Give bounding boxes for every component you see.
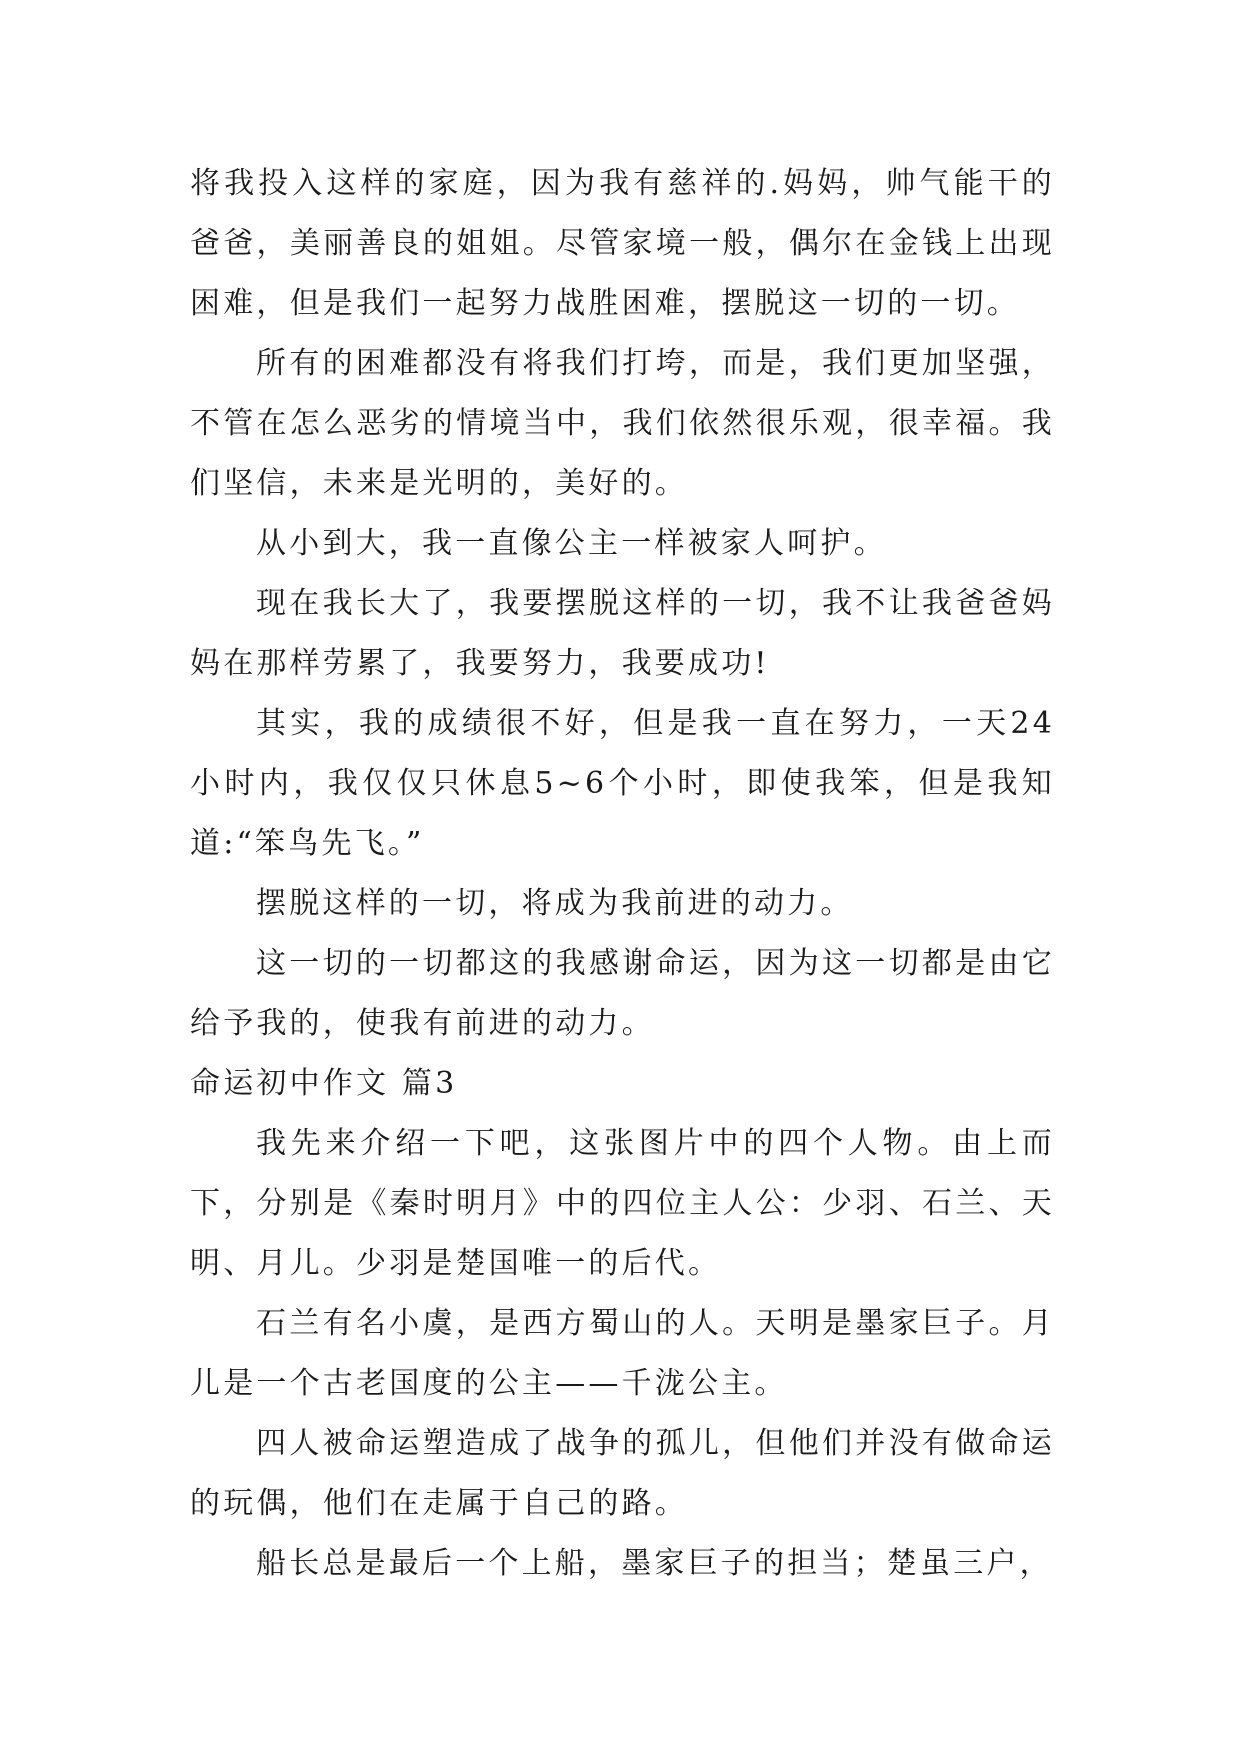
section-heading: 命运初中作文 篇3 bbox=[190, 1066, 458, 1101]
paragraph-2: 所有的困难都没有将我们打垮，而是，我们更加坚强，不管在怎么恶劣的情境当中，我们依然很乐观，很幸福。我们坚信，未来是光明的，美好的。 bbox=[190, 346, 1055, 501]
paragraph-7: 这一切的一切都这的我感谢命运，因为这一切都是由它给予我的，使我有前进的动力。 bbox=[190, 946, 1055, 1041]
paragraph-10: 四人被命运塑造成了战争的孤儿，但他们并没有做命运的玩偶，他们在走属于自己的路。 bbox=[190, 1426, 1055, 1521]
paragraph-9: 石兰有名小虞，是西方蜀山的人。天明是墨家巨子。月儿是一个古老国度的公主——千泷公主。 bbox=[190, 1306, 1055, 1401]
paragraph-11: 船长总是最后一个上船，墨家巨子的担当；楚虽三户， bbox=[256, 1546, 1053, 1581]
paragraph-1: 将我投入这样的家庭，因为我有慈祥的.妈妈，帅气能干的爸爸，美丽善良的姐姐。尽管家境一般，偶尔在金钱上出现困难，但是我们一起努力战胜困难，摆脱这一切的一切。 bbox=[190, 166, 1055, 321]
paragraph-8: 我先来介绍一下吧，这张图片中的四个人物。由上而下，分别是《秦时明月》中的四位主人公：少羽、石兰、天明、月儿。少羽是楚国唯一的后代。 bbox=[190, 1126, 1055, 1281]
document-body bbox=[190, 154, 1055, 1594]
paragraph-5: 其实，我的成绩很不好，但是我一直在努力，一天24小时内，我仅仅只休息5~6个小时，即使我笨，但是我知道:“笨鸟先飞。” bbox=[190, 706, 1055, 861]
paragraph-3: 从小到大，我一直像公主一样被家人呵护。 bbox=[256, 526, 887, 561]
paragraph-6: 摆脱这样的一切，将成为我前进的动力。 bbox=[256, 886, 854, 921]
paragraph-4: 现在我长大了，我要摆脱这样的一切，我不让我爸爸妈妈在那样劳累了，我要努力，我要成功! bbox=[190, 586, 1055, 681]
